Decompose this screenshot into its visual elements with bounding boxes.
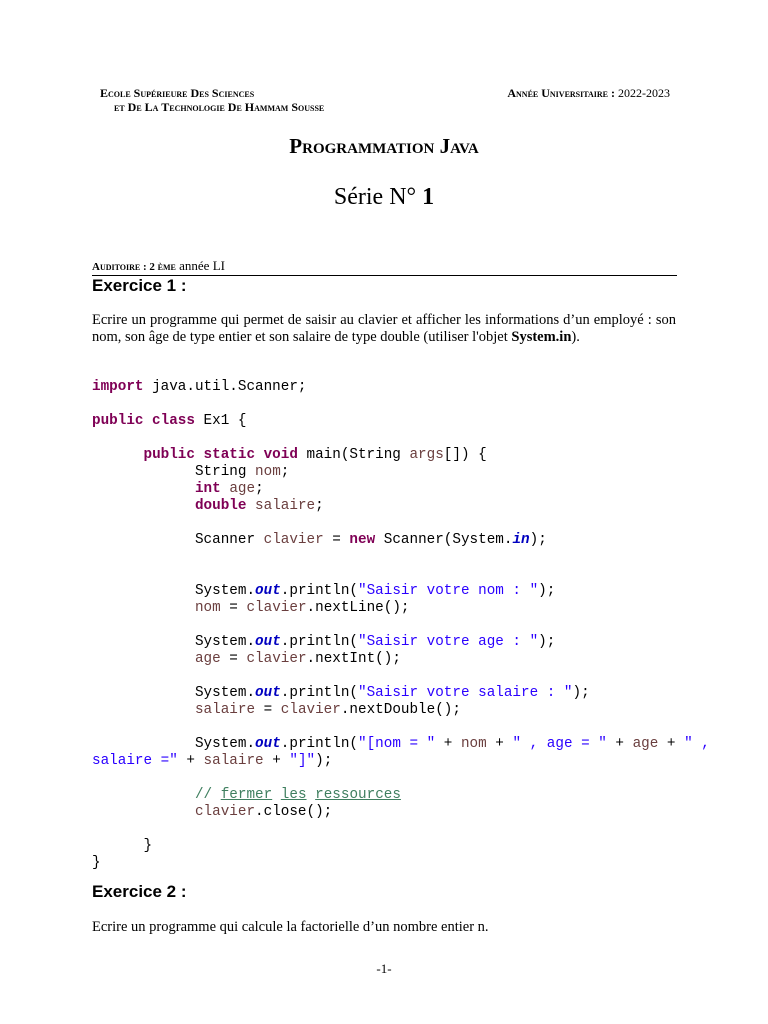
- code-token: System.: [194, 634, 256, 650]
- code-token: }: [92, 855, 101, 871]
- code-token: nom: [460, 736, 487, 752]
- code-token: "Saisir votre nom : ": [358, 583, 539, 599]
- serie-title: [0, 184, 768, 211]
- school-name-line2: et De La Technologie De Hammam Sousse: [114, 100, 325, 114]
- code-token: .println(: [280, 685, 358, 701]
- code-token: []) {: [443, 447, 487, 463]
- code-token: );: [538, 583, 556, 599]
- code-token: out: [255, 685, 281, 701]
- exercise1-heading: Exercice 1 :: [92, 276, 187, 295]
- code-token: );: [572, 685, 590, 701]
- academic-year: [507, 86, 670, 101]
- code-token: age: [632, 736, 659, 752]
- code-token: =: [220, 651, 247, 667]
- exercise1-statement-end: ).: [571, 329, 580, 345]
- code-token: Scanner(System.: [375, 532, 513, 548]
- code-token: public static void: [143, 447, 298, 463]
- academic-year-label: Année Universitaire :: [507, 86, 615, 100]
- code-token: System.: [194, 583, 256, 599]
- code-token: +: [263, 753, 290, 769]
- code-token: //: [194, 787, 221, 803]
- code-token: clavier: [194, 804, 256, 820]
- code-token: );: [529, 532, 547, 548]
- code-token: .nextInt();: [306, 651, 401, 667]
- code-token: salaire: [203, 753, 264, 769]
- code-token: "]": [289, 753, 316, 769]
- code-token: clavier: [246, 651, 307, 667]
- school-name-line1: Ecole Supérieure Des Sciences: [100, 86, 255, 100]
- system-in-keyword: System.in: [511, 329, 572, 345]
- code-token: System.: [194, 685, 256, 701]
- code-token: double: [194, 498, 247, 514]
- code-token: " , age = ": [512, 736, 607, 752]
- code-token: );: [315, 753, 333, 769]
- academic-year-value: 2022-2023: [618, 86, 670, 100]
- page-number: -1-: [376, 961, 392, 976]
- code-token: salaire: [255, 498, 316, 514]
- code-token: .close();: [255, 804, 333, 820]
- code-token: String: [194, 464, 256, 480]
- code-token: ressources: [315, 787, 401, 803]
- code-token: java.util.Scanner;: [143, 379, 307, 395]
- code-token: .println(: [280, 583, 358, 599]
- code-token: fermer: [220, 787, 273, 803]
- code-token: salaire: [194, 702, 256, 718]
- code-token: "Saisir votre salaire : ": [358, 685, 573, 701]
- code-token: System.: [194, 736, 256, 752]
- exercise1-statement-text: Ecrire un programme qui permet de saisir au clavier et afficher les informations d’un employé : son nom, son âge de type entier et son salaire de type double (utiliser l'objet: [92, 312, 676, 345]
- code-token: les: [280, 787, 307, 803]
- code-token: age: [194, 651, 221, 667]
- code-token: "Saisir votre age : ": [358, 634, 539, 650]
- code-token: main(String: [297, 447, 410, 463]
- code-token: " ,: [684, 736, 710, 752]
- code-token: salaire =": [92, 753, 178, 769]
- serie-label: Série N°: [333, 184, 417, 210]
- exercise1-statement: [92, 312, 676, 346]
- auditoire-value: année LI: [179, 258, 225, 273]
- code-token: Ex1 {: [194, 413, 247, 429]
- code-token: clavier: [246, 600, 307, 616]
- serie-number: 1: [422, 184, 435, 210]
- code-token: Scanner: [194, 532, 264, 548]
- auditoire-label: Auditoire : 2 ème: [92, 261, 176, 273]
- code-token: new: [349, 532, 376, 548]
- code-listing: import java.util.Scanner; public class Ex1 { public static void main(String args[]) { String nom; int age; double salaire; Scanner clavier = new Scanner(System.in); System.out.println("Saisir votre nom : "); nom = clavier.nextLine(); System.out.println("Saisir votre age : "); age = clavier.nextInt(); System.out.println("Saisir votre salaire : "); salaire = clavier.nextDouble(); System.out.println("[nom = " + nom + " , age = " + age + " , salaire =" + salaire + "]"); // fermer les ressources clavier.close(); } }: [92, 379, 710, 871]
- code-token: nom: [255, 464, 281, 480]
- code-token: +: [658, 736, 685, 752]
- code-token: +: [177, 753, 204, 769]
- code-token: in: [512, 532, 530, 548]
- code-token: nom: [194, 600, 221, 616]
- code-token: age: [229, 481, 256, 497]
- document-title: Programmation Java: [289, 134, 479, 158]
- code-token: args: [409, 447, 444, 463]
- code-token: .nextLine();: [306, 600, 410, 616]
- code-token: =: [323, 532, 350, 548]
- code-token: =: [255, 702, 281, 718]
- code-token: clavier: [263, 532, 324, 548]
- code-token: .println(: [280, 736, 358, 752]
- code-token: out: [255, 736, 281, 752]
- code-token: int: [194, 481, 221, 497]
- code-token: import: [92, 379, 144, 395]
- code-comment: [195, 787, 401, 803]
- code-block: [92, 379, 710, 872]
- code-token: out: [255, 634, 281, 650]
- code-token: +: [606, 736, 633, 752]
- auditoire: [92, 258, 225, 274]
- code-token: public class: [92, 413, 195, 429]
- code-token: =: [220, 600, 247, 616]
- code-token: );: [538, 634, 556, 650]
- code-token: .nextDouble();: [340, 702, 461, 718]
- code-token: "[nom = ": [358, 736, 436, 752]
- code-token: +: [486, 736, 513, 752]
- code-token: }: [143, 838, 153, 854]
- code-token: clavier: [280, 702, 341, 718]
- code-token: .println(: [280, 634, 358, 650]
- code-token: +: [435, 736, 461, 752]
- code-token: out: [255, 583, 281, 599]
- exercise2-statement: Ecrire un programme qui calcule la factorielle d’un nombre entier n.: [92, 919, 489, 935]
- exercise2-heading: Exercice 2 :: [92, 882, 187, 901]
